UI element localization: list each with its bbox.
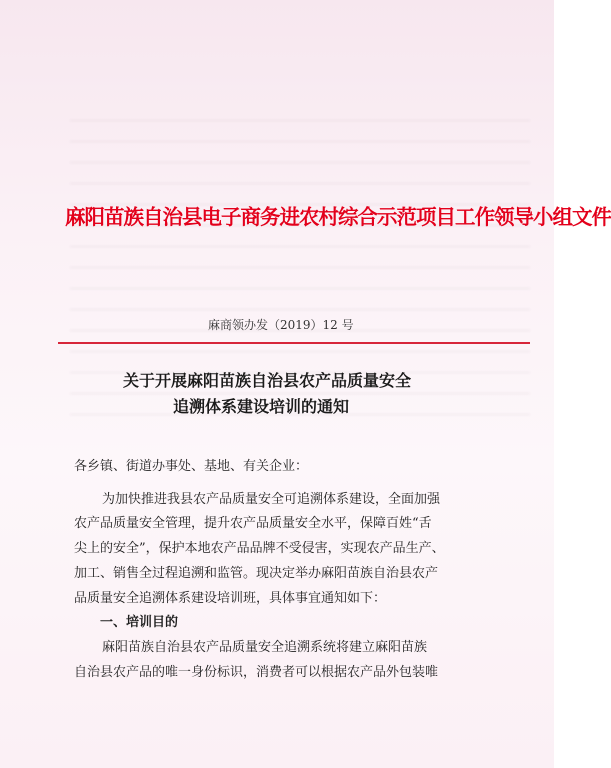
paragraph-2-line: 自治县农产品的唯一身份标识，消费者可以根据农产品外包装唯 — [74, 664, 439, 680]
paragraph-1-line: 加工、销售全过程追溯和监管。现决定举办麻阳苗族自治县农产 — [74, 565, 439, 581]
document-number: 麻商领办发（2019）12 号 — [208, 318, 354, 332]
title-line-2: 追溯体系建设培训的通知 — [173, 397, 350, 416]
section-heading: 一、培训目的 — [100, 615, 179, 631]
document-header: 麻阳苗族自治县电子商务进农村综合示范项目工作领导小组文件 — [65, 205, 611, 229]
title-line-1: 关于开展麻阳苗族自治县农产品质量安全 — [123, 371, 412, 390]
paragraph-1-line: 品质量安全追溯体系建设培训班，具体事宜通知如下： — [74, 590, 387, 606]
red-divider — [58, 342, 530, 344]
paragraph-1-line: 农产品质量安全管理，提升农产品质量安全水平，保障百姓“舌 — [74, 516, 432, 532]
paragraph-2-line: 麻阳苗族自治县农产品质量安全追溯系统将建立麻阳苗族 — [102, 639, 428, 655]
salutation: 各乡镇、街道办事处、基地、有关企业： — [74, 459, 309, 474]
paragraph-1-line: 为加快推进我县农产品质量安全可追溯体系建设，全面加强 — [102, 491, 441, 507]
paragraph-1-line: 尖上的安全”，保护本地农产品品牌不受侵害，实现农产品生产、 — [74, 541, 445, 557]
notice-title — [115, 368, 475, 420]
document-body — [74, 455, 526, 681]
